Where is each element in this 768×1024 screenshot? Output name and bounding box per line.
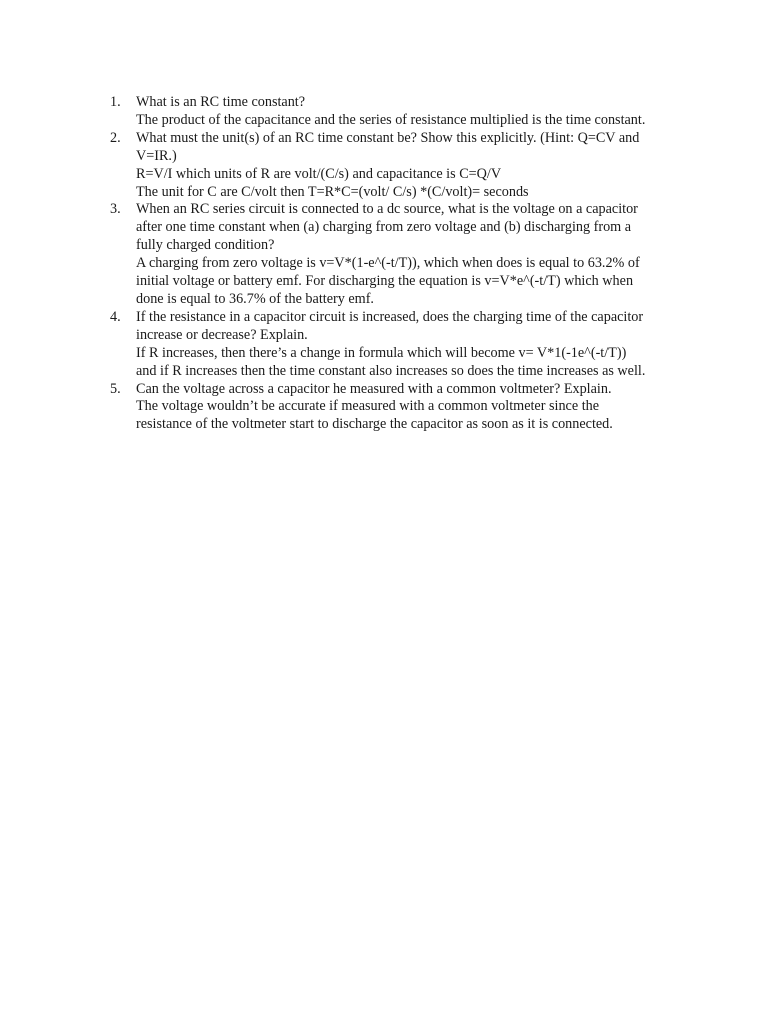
question-text: What is an RC time constant? bbox=[136, 94, 306, 110]
question-text: fully charged condition? bbox=[136, 237, 275, 254]
answer-text: R=V/I which units of R are volt/(C/s) and capacitance is C=Q/V bbox=[136, 165, 502, 182]
item-number: 1. bbox=[110, 94, 121, 110]
list-item bbox=[110, 201, 690, 308]
answer-text: initial voltage or battery emf. For discharging the equation is v=V*e^(-t/T) which when bbox=[136, 273, 634, 290]
question-text: What must the unit(s) of an RC time constant be? Show this explicitly. (Hint: Q=CV and bbox=[136, 129, 640, 146]
list-item bbox=[110, 94, 690, 130]
list-item bbox=[110, 309, 690, 381]
question-text: V=IR.) bbox=[136, 147, 177, 164]
list-item bbox=[110, 381, 690, 435]
answer-text: The voltage wouldn’t be accurate if measured with a common voltmeter since the bbox=[136, 398, 600, 415]
item-number: 5. bbox=[110, 380, 121, 397]
answer-text: A charging from zero voltage is v=V*(1-e^(-t/T)), which when does is equal to 63.2% of bbox=[136, 255, 640, 272]
question-answer-list bbox=[110, 94, 690, 434]
question-text: Can the voltage across a capacitor he measured with a common voltmeter? Explain. bbox=[136, 380, 612, 397]
question-text: If the resistance in a capacitor circuit is increased, does the charging time of the capacitor bbox=[136, 308, 644, 325]
question-text: When an RC series circuit is connected to a dc source, what is the voltage on a capacitor bbox=[136, 201, 638, 218]
question-text: increase or decrease? Explain. bbox=[136, 326, 308, 343]
item-number: 2. bbox=[110, 129, 121, 146]
answer-text: done is equal to 36.7% of the battery emf. bbox=[136, 290, 374, 307]
answer-text: The product of the capacitance and the series of resistance multiplied is the time constant. bbox=[136, 111, 646, 128]
item-number: 4. bbox=[110, 308, 121, 325]
question-text: after one time constant when (a) charging from zero voltage and (b) discharging from a bbox=[136, 219, 632, 236]
answer-text: and if R increases then the time constant also increases so does the time increases as well. bbox=[136, 362, 646, 379]
list-item bbox=[110, 130, 690, 202]
answer-text: The unit for C are C/volt then T=R*C=(volt/ C/s) *(C/volt)= seconds bbox=[136, 183, 529, 200]
item-number: 3. bbox=[110, 201, 121, 218]
answer-text: resistance of the voltmeter start to discharge the capacitor as soon as it is connected. bbox=[136, 416, 613, 433]
answer-text: If R increases, then there’s a change in formula which will become v= V*1(-1e^(-t/T)) bbox=[136, 344, 627, 361]
